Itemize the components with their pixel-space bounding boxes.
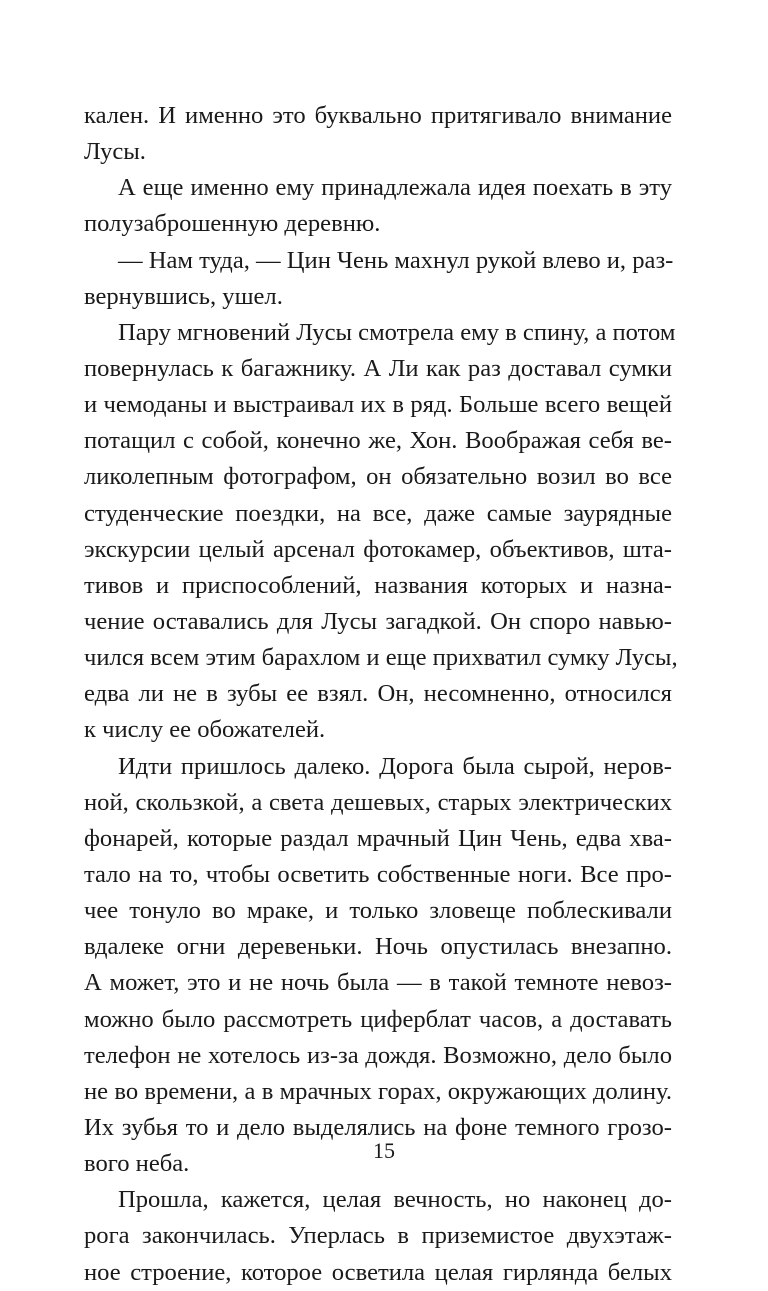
text-line: полузаброшенную деревню.	[84, 210, 381, 238]
text-line: вернувшись, ушел.	[84, 282, 283, 310]
text-line: к числу ее обожателей.	[84, 716, 326, 744]
text-line: Прошла, кажется, целая вечность, но наконец до-	[118, 1186, 672, 1214]
text-line: фонарей, которые раздал мрачный Цин Чень, едва хва-	[84, 824, 672, 852]
text-line: чился всем этим барахлом и еще прихватил сумку Лусы,	[84, 644, 678, 672]
text-line: не во времени, а в мрачных горах, окружающих долину.	[84, 1077, 672, 1105]
text-line: чение оставались для Лусы загадкой. Он споро навью-	[84, 607, 672, 635]
text-line: тивов и приспособлений, названия которых и назна-	[84, 571, 672, 599]
text-line: едва ли не в зубы ее взял. Он, несомненно, относился	[84, 680, 672, 708]
page-number: 15	[373, 1138, 395, 1163]
text-line: ное строение, которое осветила целая гирлянда белых	[84, 1258, 672, 1286]
text-line: вого неба.	[84, 1150, 190, 1178]
text-line: кален. И именно это буквально притягивало внимание	[84, 102, 672, 129]
text-line: чее тонуло во мраке, и только зловеще поблескивали	[84, 897, 672, 925]
text-line: экскурсии целый арсенал фотокамер, объективов, шта-	[84, 535, 672, 563]
text-line: А может, это и не ночь была — в такой темноте невоз-	[84, 969, 672, 997]
text-line: ной, скользкой, а света дешевых, старых электрических	[84, 788, 672, 816]
text-line: повернулась к багажнику. А Ли как раз доставал сумки	[84, 354, 672, 382]
text-line: Лусы.	[84, 138, 146, 166]
text-line: А еще именно ему принадлежала идея поехать в эту	[118, 174, 672, 202]
text-line: Их зубья то и дело выделялись на фоне темного грозо-	[84, 1113, 672, 1141]
text-line: Идти пришлось далеко. Дорога была сырой, неров-	[118, 752, 672, 780]
text-line: рога закончилась. Уперлась в приземистое двухэтаж-	[84, 1222, 672, 1250]
text-line: Пару мгновений Лусы смотрела ему в спину, а потом	[118, 318, 676, 346]
text-line: тало на то, чтобы осветить собственные ноги. Все про-	[84, 860, 672, 888]
text-line: ликолепным фотографом, он обязательно возил во все	[84, 463, 672, 491]
body-text	[84, 98, 678, 1291]
text-line: — Нам туда, — Цин Чень махнул рукой влево и, раз-	[118, 246, 674, 274]
text-line: студенческие поездки, на все, даже самые заурядные	[84, 499, 672, 527]
text-line: можно было рассмотреть циферблат часов, а доставать	[84, 1005, 672, 1033]
text-line: и чемоданы и выстраивал их в ряд. Больше всего вещей	[84, 391, 672, 419]
text-line: телефон не хотелось из-за дождя. Возможно, дело было	[84, 1041, 672, 1069]
text-line: потащил с собой, конечно же, Хон. Воображая себя ве-	[84, 427, 672, 455]
text-line: вдалеке огни деревеньки. Ночь опустилась внезапно.	[84, 933, 672, 961]
